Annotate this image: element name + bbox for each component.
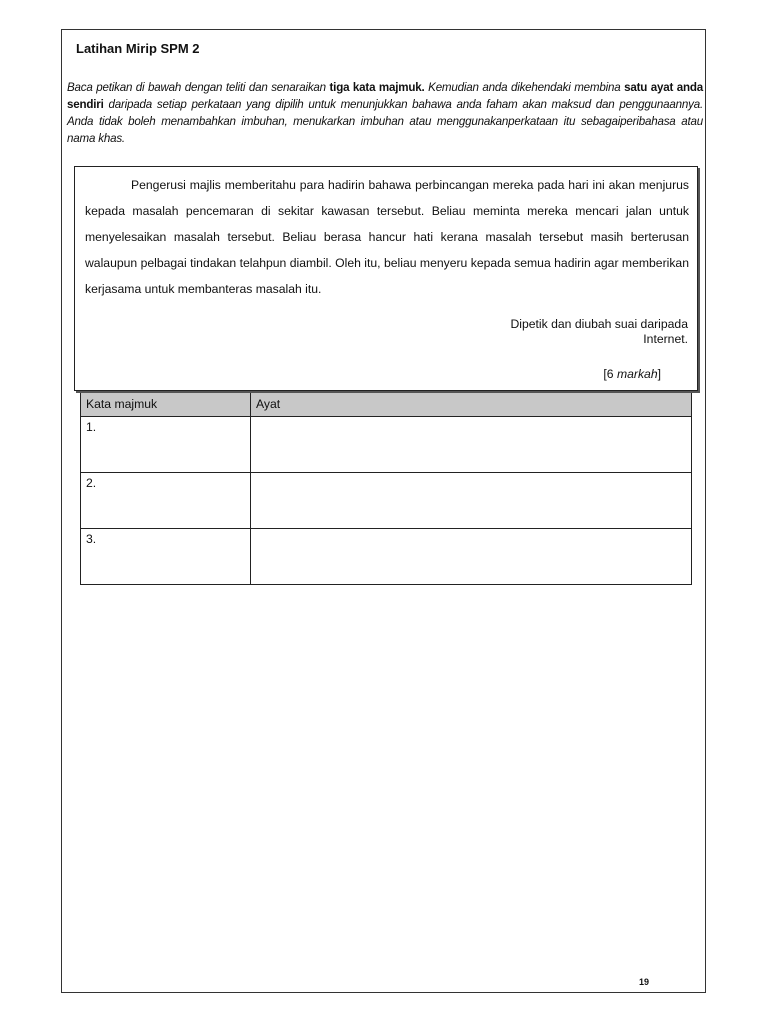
instructions [67, 79, 703, 147]
instructions-bold-2: satu ayat anda sendiri [67, 81, 703, 111]
header-ayat: Ayat [251, 392, 692, 417]
table-header-row [81, 392, 692, 417]
instructions-part-3: daripada setiap perkataan yang dipilih untuk menunjukkan bahawa anda faham akan maksud dan penggunaannya. Anda tidak boleh menambahkan imbuhan, menukarkan imbuhan atau menggunakanperkataan itu sebagaiperibahasa atau nama khas. [67, 98, 703, 145]
ayat-cell-1[interactable] [251, 417, 692, 473]
header-kata-majmuk: Kata majmuk [81, 392, 251, 417]
table-row [81, 417, 692, 473]
instructions-part-2: Kemudian anda dikehendaki membina [424, 81, 625, 94]
page-number: 19 [639, 977, 650, 987]
source-line-2: Internet. [643, 332, 688, 346]
kata-majmuk-cell-1[interactable]: 1. [81, 417, 251, 473]
instructions-bold-1: tiga kata majmuk. [329, 81, 425, 94]
table-row [81, 473, 692, 529]
marks-close: ] [657, 367, 661, 381]
kata-majmuk-cell-3[interactable]: 3. [81, 529, 251, 585]
marks-label [603, 367, 661, 381]
source-line-1: Dipetik dan diubah suai daripada [510, 317, 688, 331]
passage-source [510, 317, 688, 347]
marks-word: markah [616, 367, 658, 381]
marks-open: [6 [603, 367, 617, 381]
table-row [81, 529, 692, 585]
kata-majmuk-cell-2[interactable]: 2. [81, 473, 251, 529]
ayat-cell-2[interactable] [251, 473, 692, 529]
passage-box [74, 166, 698, 391]
ayat-cell-3[interactable] [251, 529, 692, 585]
passage-text: Pengerusi majlis memberitahu para hadirin bahawa perbincangan mereka pada hari ini akan menjurus kepada masalah pencemaran di sekitar kawasan tersebut. Beliau meminta mereka mencari jalan untuk menyelesaikan masalah tersebut. Beliau berasa hancur hati kerana masalah tersebut masih berterusan walaupun pelbagai tindakan telahpun diambil. Oleh itu, beliau menyeru kepada semua hadirin agar memberikan kerjasama untuk membanteras masalah itu. [85, 178, 689, 296]
answer-table [80, 391, 692, 585]
page-title: Latihan Mirip SPM 2 [76, 41, 200, 56]
instructions-part-1: Baca petikan di bawah dengan teliti dan senaraikan [67, 81, 330, 94]
